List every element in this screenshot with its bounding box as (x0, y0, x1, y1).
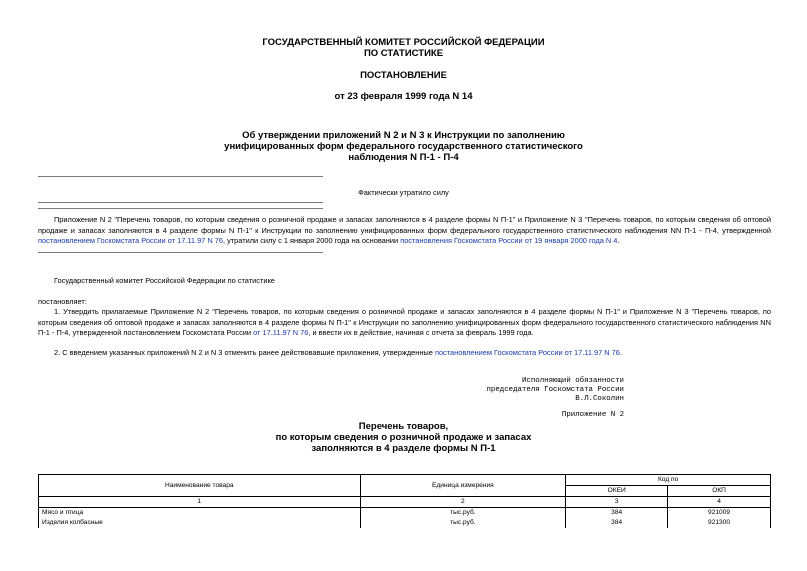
signature-line1: Исполняющий обязанности (521, 377, 624, 385)
resolves-text: постановляет: (38, 297, 87, 306)
appendix-title-line3: заполняются в 4 разделе формы N П-1 (311, 443, 496, 454)
table-row (39, 508, 771, 519)
appendix-title-line1: Перечень товаров, (358, 421, 449, 432)
doc-title-line2: унифицированных форм федерального государственного статистического (224, 141, 583, 152)
col-number: 1 (39, 497, 361, 508)
item-2-link[interactable]: постановлением Госкомстата России от 17.11.97 N 76 (434, 348, 620, 357)
col-number: 4 (668, 497, 771, 508)
cell-name: Изделия колбасные (39, 518, 361, 528)
item-1-text: 1. Утвердить прилагаемые Приложение N 2 "Перечень товаров, по которым сведения о розничной продаже и запасах заполняются в 4 разделе формы N П-1" и Приложение N 3 "Перечень товаров, по которым сведения об оптовой продаже и запасах заполняются в 4 разделе формы N П-1" к Инструкции по заполнению унифицированных форм федерального государственного статистического наблюдения NN П-1 - П-4, утвержденной постановлением Госкомстата России (38, 307, 771, 337)
cell-okei: 384 (566, 518, 668, 528)
item-2-end: . (619, 348, 622, 357)
appendix-label: Приложение N 2 (561, 411, 624, 419)
note-text-2: , утратили силу с 1 января 2000 года на основании (222, 236, 399, 245)
divider (38, 252, 323, 253)
col-header-name: Наименование товара (39, 475, 361, 497)
divider (38, 202, 323, 203)
cell-unit: тыс.руб. (360, 508, 566, 519)
note-end: . (617, 236, 620, 245)
org-name-line2: ПО СТАТИСТИКЕ (363, 48, 444, 59)
note-link-2[interactable]: постановления Госкомстата России от 19 января 2000 года N 4 (400, 236, 618, 245)
item-2 (38, 348, 771, 359)
divider (38, 176, 323, 177)
doc-title-line1: Об утверждении приложений N 2 и N 3 к Инструкции по заполнению (242, 130, 565, 141)
item-1 (38, 307, 771, 339)
appendix-title-line2: по которым сведения о розничной продаже и запасах (275, 432, 532, 443)
note-link-1[interactable]: постановлением Госкомстата России от 17.11.97 N 76 (38, 236, 223, 245)
status-note: Фактически утратило силу (358, 188, 449, 197)
divider (38, 208, 323, 209)
signature-line3: В.Л.Соколин (575, 395, 624, 403)
col-header-okei: ОКЕИ (566, 486, 668, 497)
table-row (39, 518, 771, 528)
doc-title-line3: наблюдения N П-1 - П-4 (348, 152, 459, 163)
doc-date: от 23 февраля 1999 года N 14 (334, 91, 473, 102)
signature-line2: председателя Госкомстата России (486, 386, 624, 394)
doc-type: ПОСТАНОВЛЕНИЕ (360, 70, 447, 81)
item-2-text: 2. С введением указанных приложений N 2 и N 3 отменить ранее действовавшие приложения, утвержденные (54, 348, 433, 357)
cell-okp: 921009 (668, 508, 771, 519)
note-paragraph (38, 215, 771, 247)
goods-table (38, 474, 771, 528)
col-header-okp: ОКП (668, 486, 771, 497)
cell-unit: тыс.руб. (360, 518, 566, 528)
col-header-code: Код по (566, 475, 771, 486)
cell-name: Мясо и птица (39, 508, 361, 519)
item-1-end: , и ввести их в действие, начиная с отчета за февраль 1999 года. (308, 328, 534, 337)
col-number: 3 (566, 497, 668, 508)
cell-okp: 921300 (668, 518, 771, 528)
cell-okei: 384 (566, 508, 668, 519)
col-number: 2 (360, 497, 566, 508)
note-text: Приложение N 2 "Перечень товаров, по которым сведения о розничной продаже и запасах заполняются в 4 разделе формы N П-1" и Приложение N 3 "Перечень товаров, по которым сведения об оптовой продаже и запасах заполняются в 4 разделе формы N П-1" к Инструкции по заполнению унифицированных форм федерального государственного статистического наблюдения NN П-1 - П-4, утвержденной (38, 215, 771, 235)
org-name-line1: ГОСУДАРСТВЕННЫЙ КОМИТЕТ РОССИЙСКОЙ ФЕДЕРАЦИИ (262, 37, 545, 48)
item-1-link[interactable]: от 17.11.97 N 76 (253, 328, 309, 337)
intro-text: Государственный комитет Российской Федерации по статистике (54, 276, 275, 285)
col-header-unit: Единица измерения (360, 475, 566, 497)
